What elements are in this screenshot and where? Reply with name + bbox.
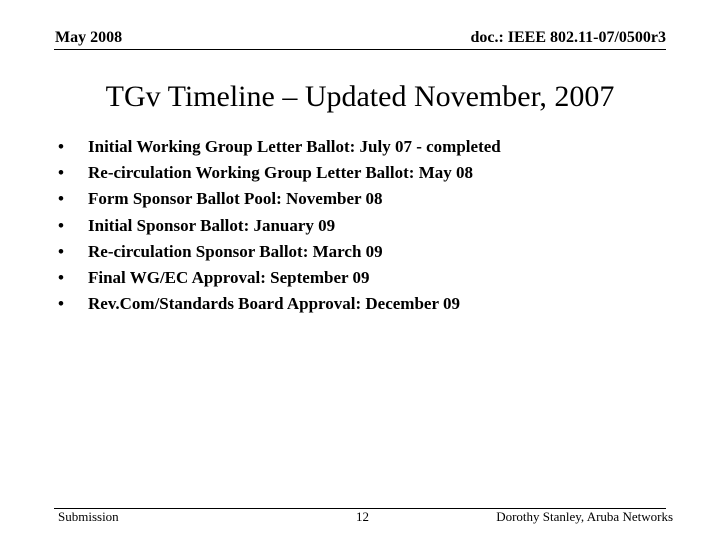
bullet-icon: • — [58, 294, 64, 314]
header-doc-id: doc.: IEEE 802.11-07/0500r3 — [470, 29, 666, 46]
header-divider — [54, 49, 666, 50]
bullet-text: Initial Working Group Letter Ballot: July 07 - completed — [88, 137, 501, 156]
bullet-text: Rev.Com/Standards Board Approval: December 09 — [88, 294, 460, 314]
bullet-text: Form Sponsor Ballot Pool: November 08 — [88, 189, 383, 209]
bullet-icon: • — [58, 189, 64, 209]
slide-title: TGv Timeline – Updated November, 2007 — [105, 80, 615, 113]
bullet-text: Initial Sponsor Ballot: January 09 — [88, 215, 336, 235]
header-date: May 2008 — [55, 29, 123, 46]
bullet-icon: • — [58, 163, 64, 183]
bullet-text: Re-circulation Sponsor Ballot: March 09 — [88, 241, 383, 261]
bullet-icon: • — [58, 241, 64, 261]
bullet-icon: • — [58, 215, 64, 235]
bullet-icon: • — [58, 267, 64, 287]
bullet-text: Final WG/EC Approval: September 09 — [88, 267, 370, 287]
footer-author: Dorothy Stanley, Aruba Networks — [496, 509, 673, 524]
footer-page-number: 12 — [356, 509, 369, 524]
footer-submission-label: Submission — [58, 509, 119, 524]
bullet-icon: • — [58, 137, 64, 156]
bullet-text: Re-circulation Working Group Letter Ballot: May 08 — [88, 163, 473, 183]
